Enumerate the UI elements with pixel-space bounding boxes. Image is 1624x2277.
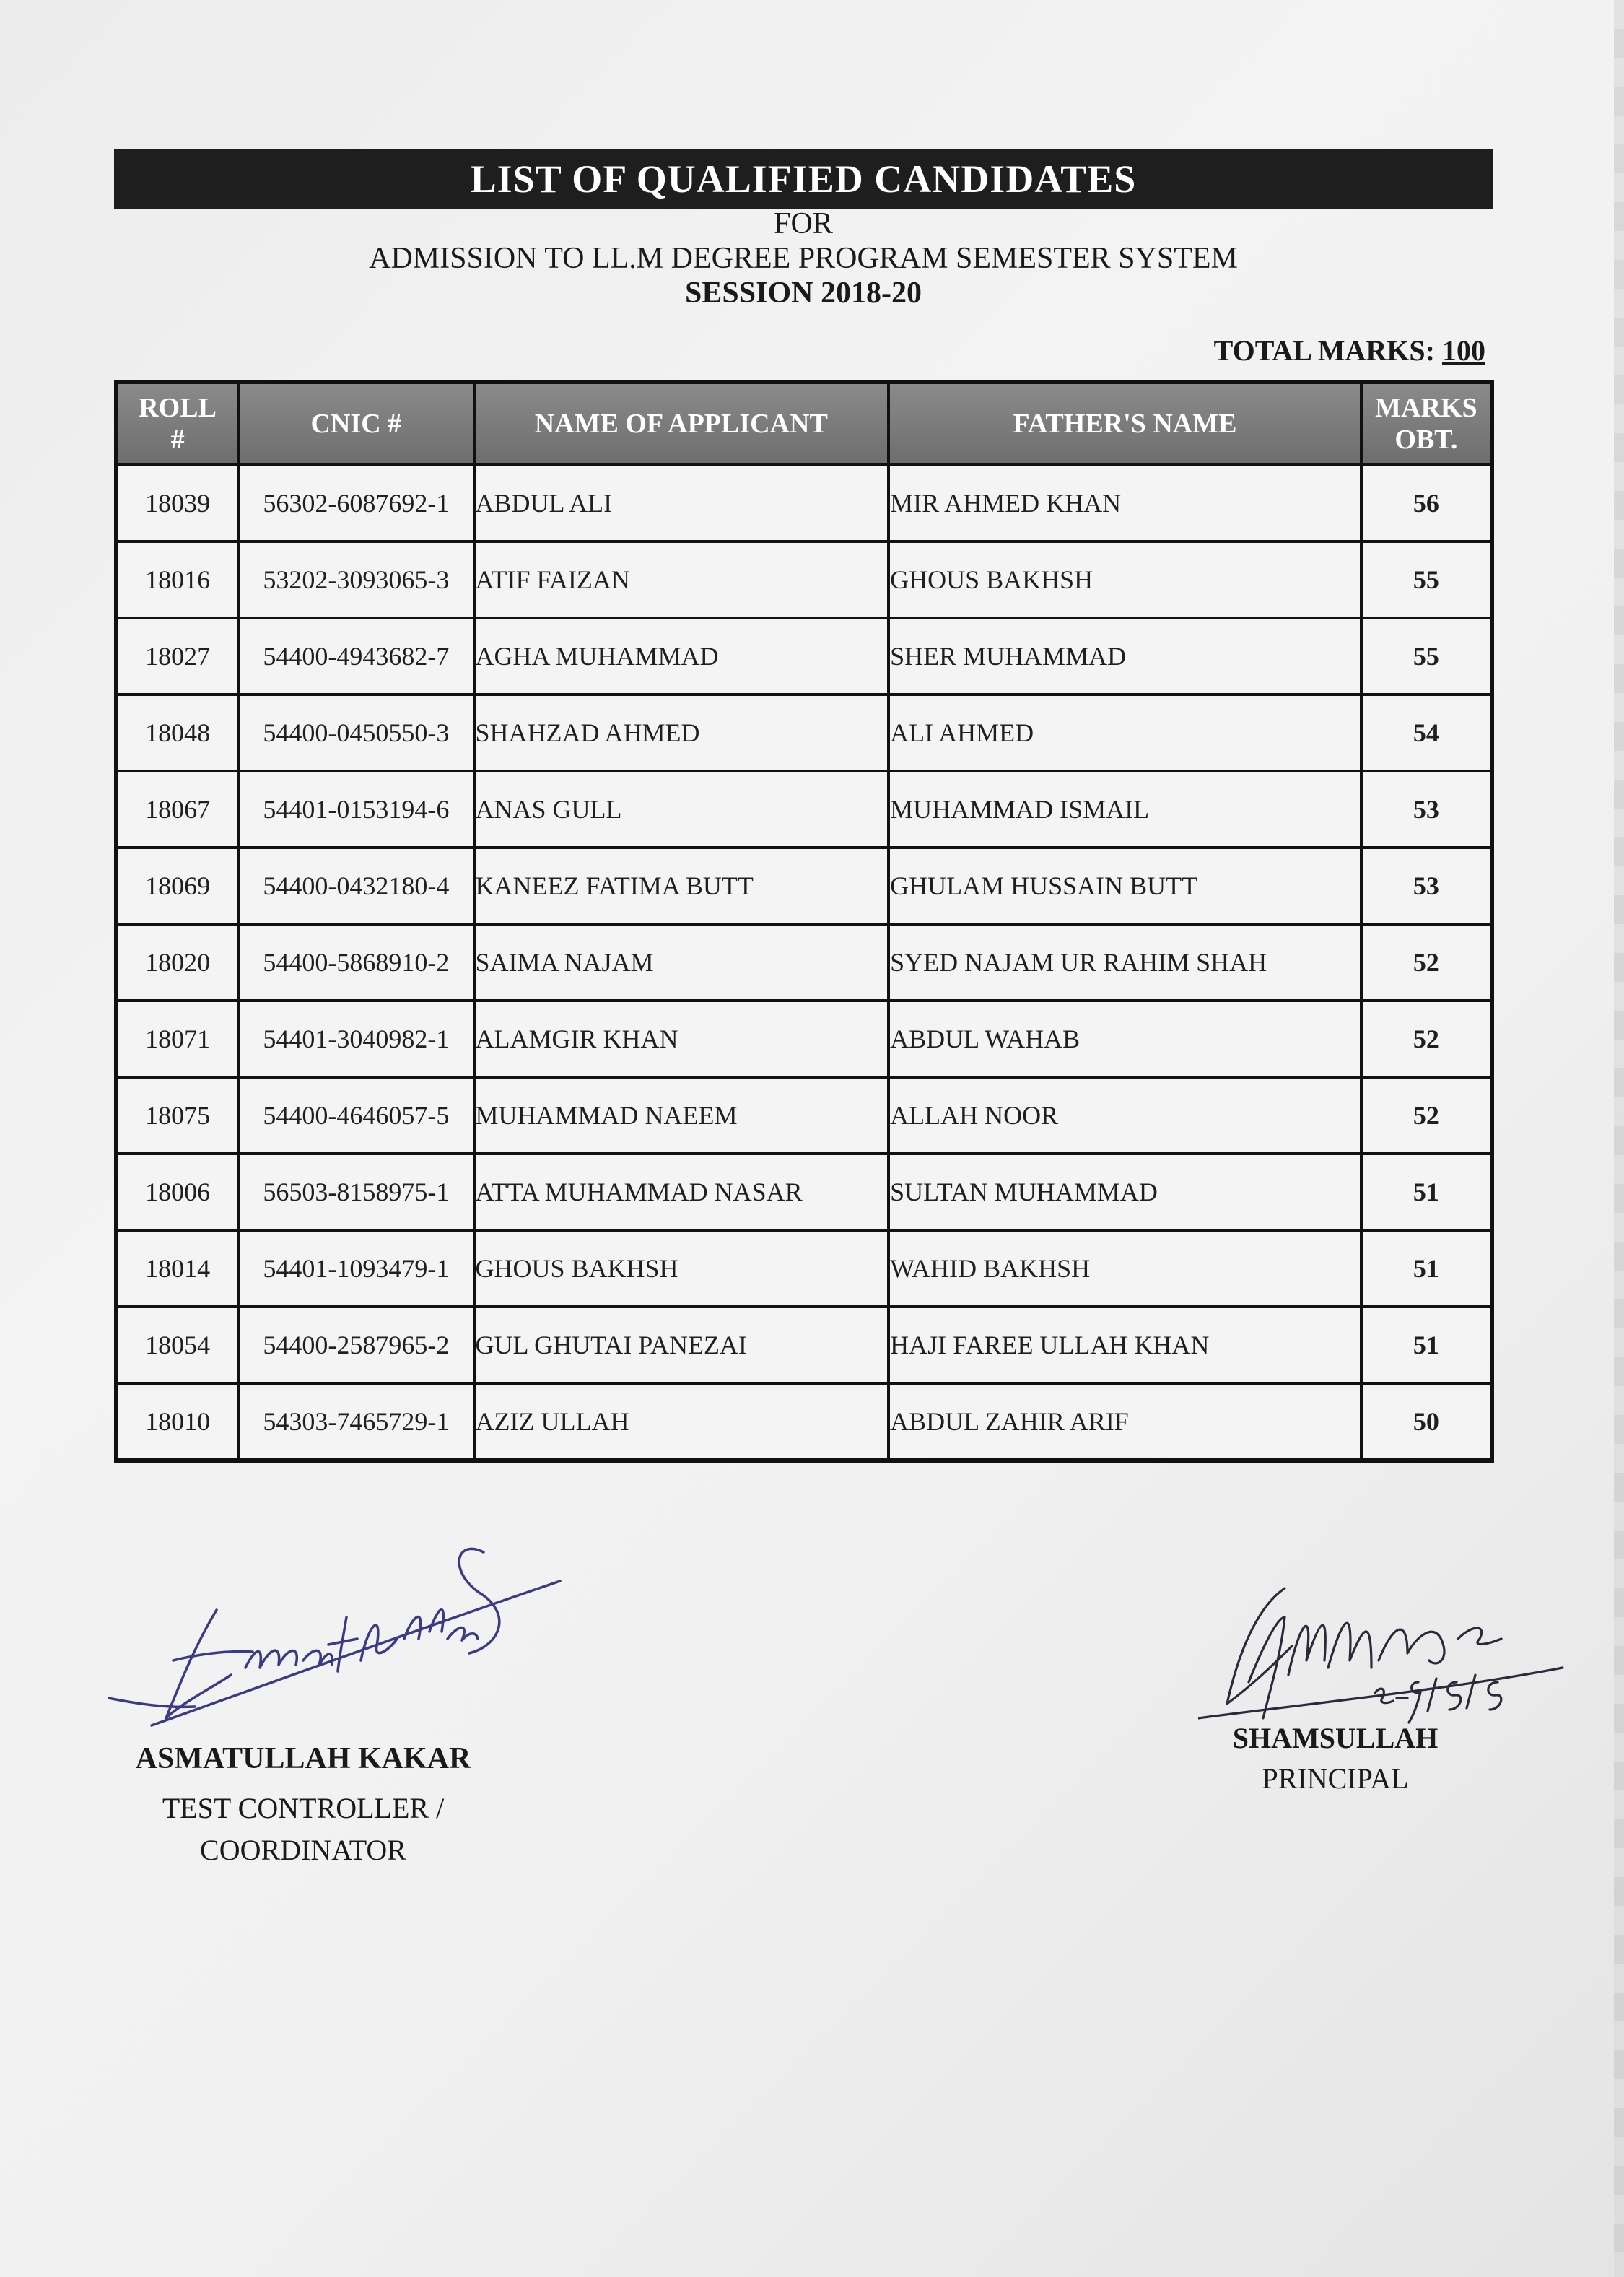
marks-cell: 51: [1361, 1230, 1492, 1307]
cnic-cell: 56503-8158975-1: [238, 1154, 473, 1230]
header-cnic: CNIC #: [238, 382, 473, 465]
table-row: [116, 924, 1492, 1001]
table-row: [116, 1307, 1492, 1383]
signatory-left-role-line1: TEST CONTROLLER /: [162, 1792, 445, 1824]
roll-cell: 18069: [116, 848, 238, 924]
applicant-name-cell: ANAS GULL: [474, 771, 889, 848]
document-title: LIST OF QUALIFIED CANDIDATES: [114, 149, 1493, 209]
table-row: [116, 465, 1492, 541]
father-name-cell: ALI AHMED: [889, 695, 1361, 771]
cnic-cell: 54401-1093479-1: [238, 1230, 473, 1307]
header-father: FATHER'S NAME: [889, 382, 1361, 465]
father-name-cell: ABDUL ZAHIR ARIF: [889, 1383, 1361, 1460]
paper-edge: [1614, 0, 1624, 2277]
cnic-cell: 54400-2587965-2: [238, 1307, 473, 1383]
total-marks-label: TOTAL MARKS:: [1213, 334, 1435, 367]
applicant-name-cell: ABDUL ALI: [474, 465, 889, 541]
roll-cell: 18075: [116, 1077, 238, 1154]
table-row: [116, 1001, 1492, 1077]
header-roll-hash: #: [170, 425, 185, 455]
father-name-cell: MIR AHMED KHAN: [889, 465, 1361, 541]
header-name: NAME OF APPLICANT: [474, 382, 889, 465]
table-row: [116, 1154, 1492, 1230]
table-row: [116, 618, 1492, 695]
header-marks-obt: OBT.: [1394, 425, 1458, 455]
admission-line: ADMISSION TO LL.M DEGREE PROGRAM SEMESTER SYSTEM: [369, 242, 1238, 275]
cnic-cell: 54400-0432180-4: [238, 848, 473, 924]
table-row: [116, 1383, 1492, 1460]
marks-cell: 51: [1361, 1154, 1492, 1230]
applicant-name-cell: ATTA MUHAMMAD NASAR: [474, 1154, 889, 1230]
total-marks: [1214, 334, 1485, 367]
signatory-right-name: SHAMSULLAH: [1232, 1722, 1439, 1754]
father-name-cell: GHULAM HUSSAIN BUTT: [889, 848, 1361, 924]
cnic-cell: 54400-0450550-3: [238, 695, 473, 771]
roll-cell: 18016: [116, 541, 238, 618]
father-name-cell: SULTAN MUHAMMAD: [889, 1154, 1361, 1230]
cnic-cell: 54400-4646057-5: [238, 1077, 473, 1154]
table-row: [116, 695, 1492, 771]
cnic-cell: 54401-3040982-1: [238, 1001, 473, 1077]
marks-cell: 50: [1361, 1383, 1492, 1460]
father-name-cell: ABDUL WAHAB: [889, 1001, 1361, 1077]
header-roll-label: ROLL: [139, 393, 217, 423]
cnic-cell: 54400-5868910-2: [238, 924, 473, 1001]
applicant-name-cell: KANEEZ FATIMA BUTT: [474, 848, 889, 924]
marks-cell: 52: [1361, 1001, 1492, 1077]
table-row: [116, 1077, 1492, 1154]
marks-cell: 51: [1361, 1307, 1492, 1383]
father-name-cell: HAJI FAREE ULLAH KHAN: [889, 1307, 1361, 1383]
signatory-left-name: ASMATULLAH KAKAR: [135, 1742, 471, 1775]
applicant-name-cell: AGHA MUHAMMAD: [474, 618, 889, 695]
header-marks-label: MARKS: [1375, 393, 1477, 423]
father-name-cell: SYED NAJAM UR RAHIM SHAH: [889, 924, 1361, 1001]
cnic-cell: 54303-7465729-1: [238, 1383, 473, 1460]
roll-cell: 18071: [116, 1001, 238, 1077]
cnic-cell: 53202-3093065-3: [238, 541, 473, 618]
candidates-table: [114, 380, 1494, 1463]
cnic-cell: 56302-6087692-1: [238, 465, 473, 541]
cnic-cell: 54401-0153194-6: [238, 771, 473, 848]
marks-cell: 55: [1361, 541, 1492, 618]
signatory-right-role: PRINCIPAL: [1262, 1762, 1409, 1795]
applicant-name-cell: ATIF FAIZAN: [474, 541, 889, 618]
table-row: [116, 771, 1492, 848]
marks-cell: 56: [1361, 465, 1492, 541]
header-roll: [116, 382, 238, 465]
roll-cell: 18014: [116, 1230, 238, 1307]
roll-cell: 18010: [116, 1383, 238, 1460]
table-header-row: [116, 382, 1492, 465]
applicant-name-cell: MUHAMMAD NAEEM: [474, 1077, 889, 1154]
signatory-left-role: [123, 1788, 484, 1871]
roll-cell: 18067: [116, 771, 238, 848]
father-name-cell: ALLAH NOOR: [889, 1077, 1361, 1154]
roll-cell: 18039: [116, 465, 238, 541]
for-line: FOR: [774, 207, 833, 240]
table-row: [116, 848, 1492, 924]
father-name-cell: MUHAMMAD ISMAIL: [889, 771, 1361, 848]
table-row: [116, 1230, 1492, 1307]
total-marks-value: 100: [1442, 334, 1485, 367]
signature-left: [108, 1523, 570, 1740]
roll-cell: 18054: [116, 1307, 238, 1383]
marks-cell: 55: [1361, 618, 1492, 695]
table-body: [116, 465, 1492, 1460]
signatory-left-role-line2: COORDINATOR: [200, 1834, 406, 1866]
marks-cell: 52: [1361, 924, 1492, 1001]
roll-cell: 18027: [116, 618, 238, 695]
marks-cell: 53: [1361, 848, 1492, 924]
applicant-name-cell: SAIMA NAJAM: [474, 924, 889, 1001]
father-name-cell: WAHID BAKHSH: [889, 1230, 1361, 1307]
father-name-cell: GHOUS BAKHSH: [889, 541, 1361, 618]
table-row: [116, 541, 1492, 618]
applicant-name-cell: ALAMGIR KHAN: [474, 1001, 889, 1077]
applicant-name-cell: GHOUS BAKHSH: [474, 1230, 889, 1307]
header-marks: [1361, 382, 1492, 465]
marks-cell: 53: [1361, 771, 1492, 848]
marks-cell: 54: [1361, 695, 1492, 771]
applicant-name-cell: SHAHZAD AHMED: [474, 695, 889, 771]
session-line: SESSION 2018-20: [685, 277, 922, 310]
applicant-name-cell: AZIZ ULLAH: [474, 1383, 889, 1460]
roll-cell: 18006: [116, 1154, 238, 1230]
applicant-name-cell: GUL GHUTAI PANEZAI: [474, 1307, 889, 1383]
roll-cell: 18048: [116, 695, 238, 771]
marks-cell: 52: [1361, 1077, 1492, 1154]
father-name-cell: SHER MUHAMMAD: [889, 618, 1361, 695]
cnic-cell: 54400-4943682-7: [238, 618, 473, 695]
roll-cell: 18020: [116, 924, 238, 1001]
